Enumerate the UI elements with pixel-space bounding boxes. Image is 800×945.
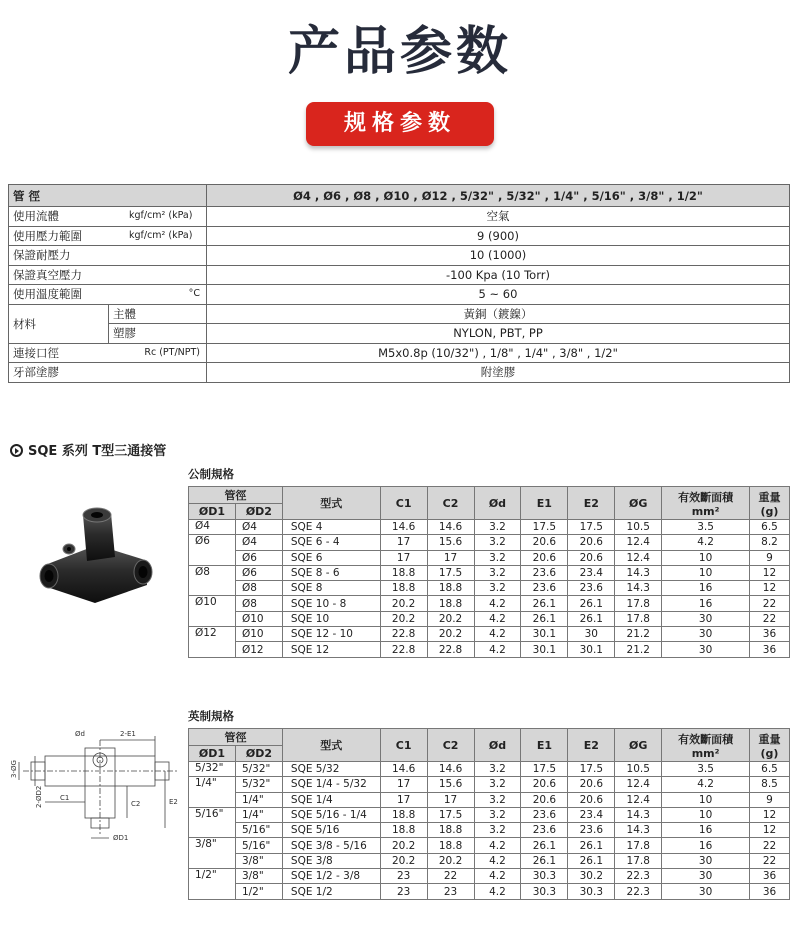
table-cell: 23.6 (568, 823, 615, 838)
table-cell: 20.2 (427, 853, 474, 868)
table-cell: SQE 1/4 - 5/32 (282, 777, 380, 792)
drawing-label-e2: E2 (169, 798, 178, 806)
imperial-table (188, 728, 790, 900)
table-cell: 22.8 (380, 642, 427, 657)
table-cell: 20.6 (568, 777, 615, 792)
header-pipe: 管徑 (189, 487, 283, 504)
table-cell: 17 (380, 777, 427, 792)
spec-badge: 规格参数 (306, 102, 494, 146)
table-cell: SQE 6 (282, 550, 380, 565)
spec-label: 保證真空壓力 (13, 267, 82, 282)
table-cell: SQE 3/8 - 5/16 (282, 838, 380, 853)
table-cell: 22.8 (427, 642, 474, 657)
table-row (189, 869, 790, 884)
header-g: ØG (615, 729, 662, 762)
table-cell: 17.5 (521, 520, 568, 535)
table-row (189, 642, 790, 657)
header-d2: ØD2 (235, 746, 282, 762)
table-row (189, 762, 790, 777)
table-cell: 12 (750, 823, 790, 838)
table-cell: 23.6 (521, 581, 568, 596)
table-row (189, 627, 790, 642)
table-cell: SQE 6 - 4 (282, 535, 380, 550)
cell-od1: 1/2" (189, 869, 236, 900)
table-cell: 20.2 (427, 611, 474, 626)
table-cell: 23.6 (568, 581, 615, 596)
table-row (189, 581, 790, 596)
dimension-drawing (5, 722, 185, 842)
table-cell: Ø6 (235, 565, 282, 580)
table-cell: 20.2 (380, 596, 427, 611)
header-c1: C1 (380, 729, 427, 762)
table-cell: 3.2 (474, 777, 521, 792)
table-row (189, 611, 790, 626)
table-cell: 4.2 (474, 838, 521, 853)
table-cell: 26.1 (568, 838, 615, 853)
table-cell: SQE 8 - 6 (282, 565, 380, 580)
table-cell: 18.8 (427, 581, 474, 596)
table-cell: 10 (662, 807, 750, 822)
table-row (189, 550, 790, 565)
spec-row (9, 226, 790, 246)
table-cell: 12.4 (615, 792, 662, 807)
table-cell: 22.8 (380, 627, 427, 642)
header-d: Ød (474, 487, 521, 520)
table-cell: SQE 5/16 - 1/4 (282, 807, 380, 822)
table-cell: 22 (750, 853, 790, 868)
table-cell: 3.2 (474, 762, 521, 777)
header-c2: C2 (427, 487, 474, 520)
table-cell: 10.5 (615, 762, 662, 777)
table-cell: 30.3 (521, 884, 568, 899)
table-cell: 10 (662, 792, 750, 807)
table-cell: 23.4 (568, 807, 615, 822)
drawing-label-c1: C1 (60, 794, 70, 802)
table-cell: 16 (662, 823, 750, 838)
table-cell: 22.3 (615, 869, 662, 884)
table-cell: 4.2 (474, 627, 521, 642)
header-g: ØG (615, 487, 662, 520)
table-cell: SQE 10 - 8 (282, 596, 380, 611)
spec-label: 管 徑 (9, 185, 207, 207)
table-cell: 3.2 (474, 550, 521, 565)
table-cell: 22 (749, 596, 789, 611)
table-cell: 20.6 (521, 550, 568, 565)
spec-table (8, 184, 790, 383)
spec-label: 使用壓力範圍 (13, 228, 82, 243)
drawing-label-g: 3-ØG (10, 760, 18, 778)
table-cell: Ø8 (235, 581, 282, 596)
table-row (189, 807, 790, 822)
table-cell: Ø8 (235, 596, 282, 611)
table-cell: SQE 12 - 10 (282, 627, 380, 642)
table-cell: 4.2 (474, 642, 521, 657)
page-title: 产品参数 (287, 22, 512, 82)
table-cell: 6.5 (750, 762, 790, 777)
table-cell: 4.2 (474, 611, 521, 626)
table-cell: 23.6 (521, 823, 568, 838)
header-e2: E2 (568, 487, 615, 520)
cell-od1: Ø4 (189, 520, 236, 535)
spec-value: 空氣 (207, 207, 790, 227)
table-cell: 4.2 (474, 884, 521, 899)
table-row (189, 838, 790, 853)
table-cell: 12 (749, 565, 789, 580)
table-cell: 3.2 (474, 581, 521, 596)
table-cell: 10.5 (615, 520, 662, 535)
spec-label: 使用溫度範圍 (13, 287, 82, 302)
table-cell: 14.6 (380, 762, 427, 777)
table-cell: 26.1 (568, 853, 615, 868)
table-cell: 12 (750, 807, 790, 822)
table-cell: 22 (749, 611, 789, 626)
spec-row (9, 363, 790, 383)
spec-label: 保證耐壓力 (13, 248, 71, 263)
table-cell: Ø4 (235, 535, 282, 550)
table-cell: 17.5 (521, 762, 568, 777)
table-cell: 36 (750, 884, 790, 899)
spec-row (9, 285, 790, 305)
table-cell: 1/4" (235, 807, 282, 822)
table-cell: 5/16" (235, 823, 282, 838)
table-row (189, 777, 790, 792)
table-cell: 6.5 (749, 520, 789, 535)
header-e2: E2 (568, 729, 615, 762)
spec-row (9, 343, 790, 363)
table-cell: 17.5 (427, 807, 474, 822)
header-e1: E1 (521, 487, 568, 520)
header-c1: C1 (380, 487, 427, 520)
table-cell: 3.2 (474, 823, 521, 838)
header-weight: 重量 (g) (750, 729, 790, 762)
table-cell: 20.2 (380, 838, 427, 853)
table-cell: 21.2 (615, 642, 662, 657)
table-cell: 20.6 (568, 535, 615, 550)
spec-label: 牙部塗膠 (9, 363, 207, 383)
cell-od1: 1/4" (189, 777, 236, 808)
table-cell: 17.5 (568, 520, 615, 535)
table-cell: 30.3 (521, 869, 568, 884)
table-cell: 26.1 (521, 853, 568, 868)
table-cell: 20.6 (568, 550, 615, 565)
table-cell: Ø4 (235, 520, 282, 535)
table-cell: 8.5 (750, 777, 790, 792)
table-cell: 3.2 (474, 520, 521, 535)
drawing-label-d: Ød (75, 730, 85, 738)
spec-value: NYLON, PBT, PP (207, 324, 790, 344)
table-cell: 30.1 (521, 642, 568, 657)
table-cell: 30 (662, 853, 750, 868)
table-cell: 3/8" (235, 853, 282, 868)
table-cell: 12.4 (615, 535, 662, 550)
spec-row-material (9, 304, 790, 324)
table-cell: 30 (662, 642, 750, 657)
table-cell: 18.8 (380, 581, 427, 596)
table-cell: 12 (749, 581, 789, 596)
table-cell: 14.6 (380, 520, 427, 535)
cell-od1: 3/8" (189, 838, 236, 869)
table-cell: 18.8 (427, 823, 474, 838)
table-cell: 17.8 (615, 838, 662, 853)
table-cell: 18.8 (380, 807, 427, 822)
table-cell: 17 (427, 550, 474, 565)
header-model: 型式 (282, 729, 380, 762)
table-cell: 14.6 (427, 520, 474, 535)
table-cell: 30 (568, 627, 615, 642)
table-cell: 16 (662, 581, 750, 596)
spec-unit: °C (188, 288, 200, 299)
table-cell: 14.3 (615, 823, 662, 838)
header-d: Ød (474, 729, 521, 762)
table-cell: 17.5 (427, 565, 474, 580)
table-cell: 30.3 (568, 884, 615, 899)
spec-unit: kgf/cm² (kPa) (129, 229, 193, 241)
table-cell: 23 (380, 884, 427, 899)
table-cell: 21.2 (615, 627, 662, 642)
section-title (10, 440, 166, 459)
table-cell: 26.1 (521, 596, 568, 611)
section-title-text: SQE 系列 T型三通接管 (28, 444, 167, 459)
table-cell: 18.8 (380, 565, 427, 580)
table-cell: 17.8 (615, 596, 662, 611)
table-cell: 20.6 (521, 792, 568, 807)
table-cell: 4.2 (662, 777, 750, 792)
table-cell: 16 (662, 838, 750, 853)
spec-row (9, 207, 790, 227)
table-cell: 4.2 (474, 853, 521, 868)
spec-label: 材料 (9, 304, 109, 343)
table-cell: 20.6 (521, 535, 568, 550)
metric-title: 公制規格 (188, 467, 234, 481)
table-cell: 20.2 (427, 627, 474, 642)
table-cell: 22 (427, 869, 474, 884)
table-row (189, 535, 790, 550)
table-cell: 17.8 (615, 611, 662, 626)
table-cell: SQE 5/32 (282, 762, 380, 777)
header-area: 有效斷面積 mm² (662, 729, 750, 762)
table-cell: 17 (380, 550, 427, 565)
table-cell: 17 (427, 792, 474, 807)
table-cell: SQE 3/8 (282, 853, 380, 868)
table-row (189, 792, 790, 807)
table-cell: 17 (380, 792, 427, 807)
header-d2: ØD2 (235, 504, 282, 520)
table-cell: 23 (380, 869, 427, 884)
table-cell: SQE 1/2 - 3/8 (282, 869, 380, 884)
table-cell: 15.6 (427, 777, 474, 792)
spec-row (9, 265, 790, 285)
spec-row-pipe (9, 185, 790, 207)
spec-value: 附塗膠 (207, 363, 790, 383)
table-cell: 30 (662, 611, 750, 626)
metric-table (188, 486, 790, 658)
table-cell: 26.1 (568, 596, 615, 611)
spec-value: Ø4 , Ø6 , Ø8 , Ø10 , Ø12 , 5/32" , 5/32" , 1/4" , 5/16" , 3/8" , 1/2" (207, 185, 790, 207)
table-cell: 23.6 (521, 565, 568, 580)
table-cell: 17.8 (615, 853, 662, 868)
table-cell: 23 (427, 884, 474, 899)
table-cell: Ø6 (235, 550, 282, 565)
table-cell: 16 (662, 596, 750, 611)
header-c2: C2 (427, 729, 474, 762)
table-cell: 26.1 (521, 611, 568, 626)
table-row (189, 823, 790, 838)
table-cell: 30 (662, 884, 750, 899)
table-row (189, 565, 790, 580)
table-cell: 30 (662, 627, 750, 642)
spec-unit: Rc (PT/NPT) (144, 346, 200, 358)
table-cell: 18.8 (427, 596, 474, 611)
table-cell: 4.2 (474, 596, 521, 611)
table-cell: 12.4 (615, 550, 662, 565)
table-cell: 3.2 (474, 565, 521, 580)
cell-od1: Ø10 (189, 596, 236, 627)
table-row (189, 520, 790, 535)
table-cell: 3.5 (662, 520, 750, 535)
table-cell: 14.6 (427, 762, 474, 777)
table-row (189, 884, 790, 899)
table-cell: 17.5 (568, 762, 615, 777)
table-cell: 20.2 (380, 853, 427, 868)
table-cell: SQE 5/16 (282, 823, 380, 838)
drawing-label-d2: 2-ØD2 (35, 785, 43, 808)
spec-value: -100 Kpa (10 Torr) (207, 265, 790, 285)
spec-value: M5x0.8p (10/32") , 1/8" , 1/4" , 3/8" , 1/2" (207, 343, 790, 363)
spec-label: 連接口徑 (13, 345, 59, 360)
drawing-label-e1: 2-E1 (120, 730, 136, 738)
table-cell: SQE 12 (282, 642, 380, 657)
header-model: 型式 (282, 487, 380, 520)
table-cell: 18.8 (380, 823, 427, 838)
table-cell: SQE 8 (282, 581, 380, 596)
table-row (189, 853, 790, 868)
table-cell: 30 (662, 869, 750, 884)
table-cell: 23.6 (521, 807, 568, 822)
table-cell: 22.3 (615, 884, 662, 899)
cell-od1: Ø12 (189, 627, 236, 658)
table-cell: 14.3 (615, 565, 662, 580)
table-cell: 1/4" (235, 792, 282, 807)
play-circle-icon (10, 444, 23, 457)
imperial-title: 英制規格 (188, 709, 234, 723)
header-area: 有效斷面積 mm² (662, 487, 750, 520)
table-cell: 20.6 (568, 792, 615, 807)
table-cell: 17 (380, 535, 427, 550)
table-cell: 4.2 (474, 869, 521, 884)
table-cell: 8.2 (749, 535, 789, 550)
cell-od1: Ø8 (189, 565, 236, 596)
table-cell: 20.6 (521, 777, 568, 792)
table-cell: 4.2 (662, 535, 750, 550)
table-row (189, 596, 790, 611)
drawing-label-c2: C2 (131, 800, 141, 808)
spec-row (9, 246, 790, 266)
spec-value: 黃銅（鍍鎳） (207, 304, 790, 324)
spec-row-material (9, 324, 790, 344)
cell-od1: 5/16" (189, 807, 236, 838)
table-cell: Ø12 (235, 642, 282, 657)
table-cell: 18.8 (427, 838, 474, 853)
table-cell: 36 (749, 627, 789, 642)
table-cell: 30.1 (521, 627, 568, 642)
header-pipe: 管徑 (189, 729, 283, 746)
table-cell: 3.2 (474, 535, 521, 550)
table-cell: 10 (662, 565, 750, 580)
table-cell: 5/16" (235, 838, 282, 853)
table-cell: 36 (749, 642, 789, 657)
table-cell: 3.2 (474, 807, 521, 822)
table-cell: 26.1 (568, 611, 615, 626)
header-weight: 重量 (g) (749, 487, 789, 520)
spec-sublabel: 塑膠 (109, 324, 207, 344)
spec-label: 使用流體 (13, 209, 59, 224)
table-cell: 30.2 (568, 869, 615, 884)
table-cell: 30.1 (568, 642, 615, 657)
product-photo (35, 505, 165, 605)
table-cell: 14.3 (615, 807, 662, 822)
table-cell: 20.2 (380, 611, 427, 626)
table-cell: 3.2 (474, 792, 521, 807)
spec-unit: kgf/cm² (kPa) (129, 210, 193, 221)
table-cell: 5/32" (235, 762, 282, 777)
table-cell: 3.5 (662, 762, 750, 777)
cell-od1: Ø6 (189, 535, 236, 566)
table-cell: 5/32" (235, 777, 282, 792)
table-cell: 15.6 (427, 535, 474, 550)
table-cell: 1/2" (235, 884, 282, 899)
spec-value: 5 ~ 60 (207, 285, 790, 305)
spec-sublabel: 主體 (109, 304, 207, 324)
header-d1: ØD1 (189, 504, 236, 520)
table-cell: Ø10 (235, 627, 282, 642)
table-cell: SQE 1/2 (282, 884, 380, 899)
table-cell: 9 (749, 550, 789, 565)
table-cell: 22 (750, 838, 790, 853)
table-cell: 26.1 (521, 838, 568, 853)
cell-od1: 5/32" (189, 762, 236, 777)
table-cell: SQE 10 (282, 611, 380, 626)
drawing-label-d1: ØD1 (113, 834, 129, 842)
table-cell: SQE 1/4 (282, 792, 380, 807)
header-e1: E1 (521, 729, 568, 762)
table-cell: 36 (750, 869, 790, 884)
table-cell: 10 (662, 550, 750, 565)
table-cell: 14.3 (615, 581, 662, 596)
table-cell: 23.4 (568, 565, 615, 580)
spec-value: 10 (1000) (207, 246, 790, 266)
header-d1: ØD1 (189, 746, 236, 762)
table-cell: 9 (750, 792, 790, 807)
table-cell: Ø10 (235, 611, 282, 626)
table-cell: 3/8" (235, 869, 282, 884)
table-cell: SQE 4 (282, 520, 380, 535)
table-cell: 12.4 (615, 777, 662, 792)
spec-value: 9 (900) (207, 226, 790, 246)
